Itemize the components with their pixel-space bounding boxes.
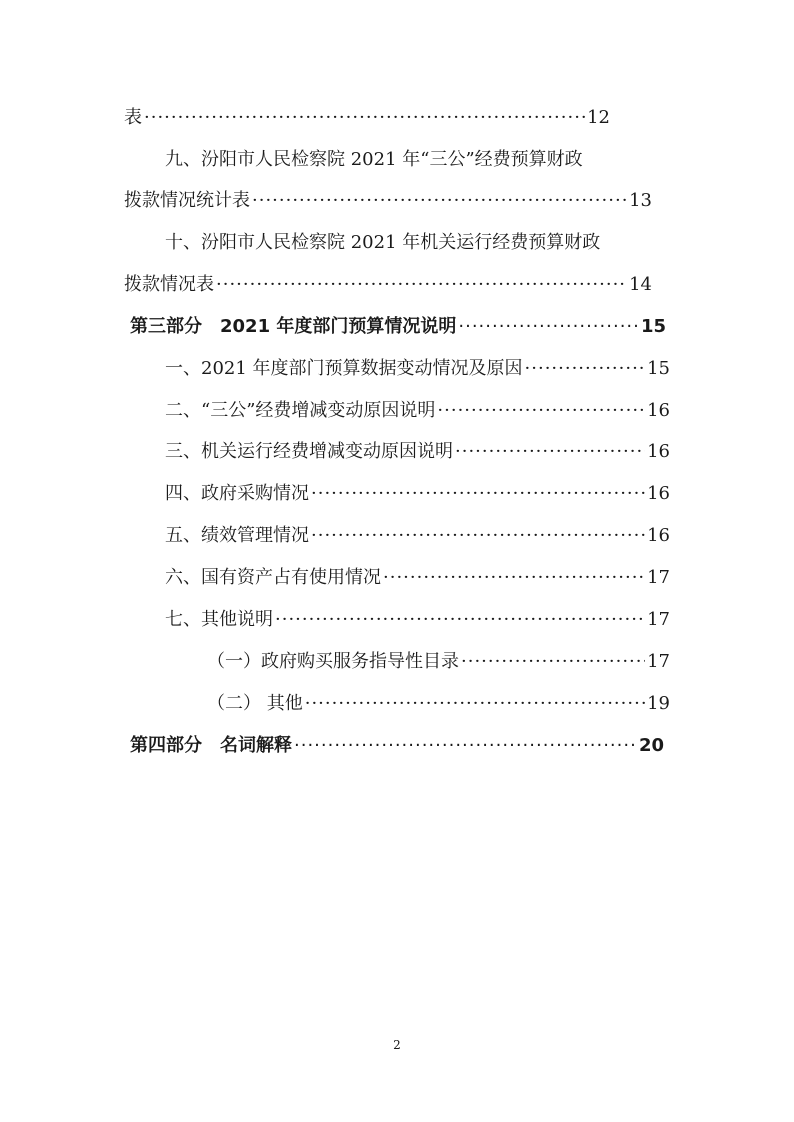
toc-entry-page: 13 [629,190,652,211]
toc-entry-page: 14 [629,274,652,295]
toc-entry-label: 一、2021 年度部门预算数据变动情况及原因 [165,358,523,379]
toc-leader-dots [252,190,627,211]
toc-entry[interactable] [165,521,670,551]
toc-subentry[interactable] [207,689,670,719]
toc-entry-page: 15 [647,358,670,379]
toc-entry-page: 20 [638,735,664,756]
toc-entry[interactable] [165,354,670,384]
toc-entry-page: 16 [647,441,670,462]
toc-entry-label: 拨款情况表 [124,274,214,295]
toc-entry[interactable] [165,437,670,467]
toc-leader-dots [455,441,645,462]
toc-entry[interactable] [124,186,652,216]
toc-entry[interactable] [165,145,709,175]
toc-entry[interactable] [165,228,709,258]
toc-leader-dots [311,483,645,504]
toc-entry-label: 第四部分 名词解释 [130,735,292,756]
toc-leader-dots [216,274,627,295]
toc-entry-label: 十、汾阳市人民检察院 2021 年机关运行经费预算财政 [165,232,601,253]
toc-entry-page: 17 [647,567,670,588]
toc-leader-dots [461,651,645,672]
toc-entry-label: 二、“三公”经费增减变动原因说明 [165,400,436,421]
toc-entry-page: 16 [647,400,670,421]
toc-entry[interactable] [165,396,670,426]
toc-entry-page: 15 [640,316,666,337]
toc-subentry[interactable] [207,647,670,677]
toc-entry-label: 六、国有资产占有使用情况 [165,567,381,588]
toc-entry-page: 17 [647,651,670,672]
toc-leader-dots [458,316,639,337]
toc-entry[interactable] [165,605,670,635]
toc-section-heading[interactable] [130,312,666,342]
toc-entry-page: 16 [647,483,670,504]
toc-entry[interactable] [124,270,652,300]
toc-entry-label: 五、绩效管理情况 [165,525,309,546]
toc-leader-dots [383,567,645,588]
toc-section-heading[interactable] [130,731,664,761]
toc-leader-dots [525,358,646,379]
toc-entry-label: 三、机关运行经费增减变动原因说明 [165,441,453,462]
toc-entry-page: 16 [647,525,670,546]
page-number: 2 [393,1038,401,1052]
toc-entry[interactable] [124,103,610,133]
toc-entry-label: 表 [124,107,142,128]
toc-leader-dots [311,525,645,546]
toc-leader-dots [305,693,645,714]
toc-entry-label: 七、其他说明 [165,609,273,630]
toc-entry-page: 19 [647,693,670,714]
toc-entry-page: 12 [587,107,610,128]
toc-leader-dots [294,735,637,756]
toc-entry-label: 拨款情况统计表 [124,190,250,211]
toc-entry[interactable] [165,563,670,593]
toc-leader-dots [144,107,585,128]
toc-entry-label: 第三部分 2021 年度部门预算情况说明 [130,316,457,337]
toc-entry-label: （二） 其他 [207,693,303,714]
toc-entry-label: 四、政府采购情况 [165,483,309,504]
toc-entry-page: 17 [647,609,670,630]
toc-leader-dots [275,609,645,630]
toc-leader-dots [437,400,645,421]
toc-entry[interactable] [165,479,670,509]
toc-entry-label: （一）政府购买服务指导性目录 [207,651,459,672]
toc-entry-label: 九、汾阳市人民检察院 2021 年“三公”经费预算财政 [165,149,583,170]
